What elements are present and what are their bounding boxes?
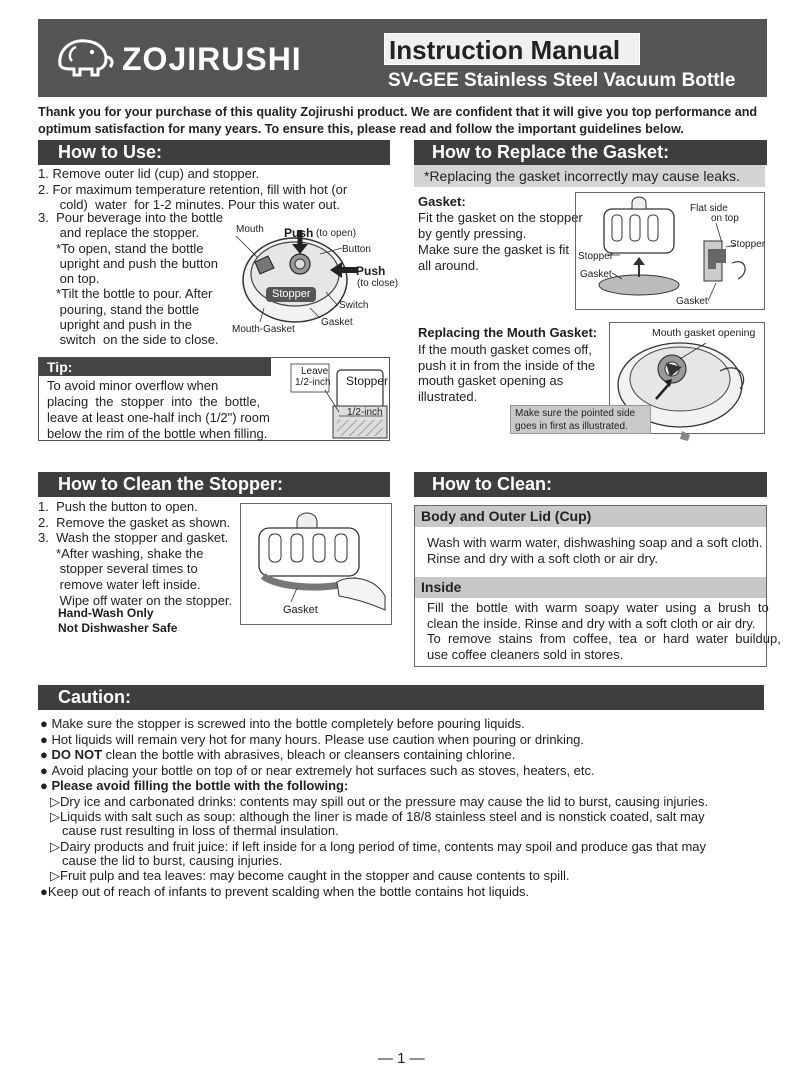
page-header — [38, 19, 767, 97]
caution-subitem — [40, 809, 768, 823]
caution-item — [40, 778, 768, 794]
gasket-line: Fit the gasket on the stopper — [418, 210, 583, 225]
label-leave: Leave — [301, 366, 329, 377]
bullet-icon: ● — [40, 747, 52, 762]
gasket-line: by gently pressing. — [418, 226, 527, 241]
mouth-line: push it in from the inside of the — [418, 357, 596, 373]
clean-step-line: 1. Push the button to open. — [38, 499, 198, 514]
label-stopper-left: Stopper — [578, 251, 614, 262]
tip-line: leave at least one-half inch (1/2") room — [47, 410, 270, 425]
body-lid-heading: Body and Outer Lid (Cup) — [415, 506, 766, 527]
step-line: upright and push the button — [38, 255, 218, 271]
step-line: *Tilt the bottle to pour. After — [38, 286, 213, 302]
tip-line: placing the stopper into the bottle, — [47, 394, 261, 409]
bullet-icon: ● — [40, 883, 48, 899]
step-line: pouring, stand the bottle — [38, 301, 200, 317]
tip-line: To avoid minor overflow when — [47, 378, 219, 393]
bullet-icon: ● — [40, 778, 52, 793]
mouth-line: mouth gasket opening as — [418, 373, 564, 388]
inside-line: To remove stains from coffee, tea or hard water buildup, — [427, 631, 781, 646]
caution-item — [40, 716, 768, 732]
pointed-note-line: Make sure the pointed side — [515, 408, 636, 419]
label-stopper-tip: Stopper — [346, 374, 389, 388]
intro-text — [38, 104, 768, 138]
label-push-close: Push — [356, 264, 386, 278]
how-to-use-steps — [38, 166, 418, 213]
step-line: on top. — [38, 271, 100, 287]
tip-box — [38, 357, 390, 441]
step-line: upright and push in the — [38, 317, 192, 333]
clean-step-line: *After washing, shake the — [38, 545, 204, 561]
gasket-warning-note: *Replacing the gasket incorrectly may cause leaks. — [414, 165, 765, 187]
gasket-line: Make sure the gasket is fit — [418, 242, 570, 257]
clean-step-line: 3. Wash the stopper and gasket. — [38, 530, 229, 546]
not-dishwasher-safe: Not Dishwasher Safe — [58, 621, 178, 635]
step-line: 2. For maximum temperature retention, fill with hot (or — [38, 181, 348, 197]
stopper-usage-diagram — [230, 222, 400, 342]
caution-item — [40, 763, 768, 779]
body-line: Wash with warm water, dishwashing soap and a soft cloth. — [427, 535, 763, 550]
gasket-fit-diagram — [575, 192, 765, 310]
clean-step-line: remove water left inside. — [38, 576, 201, 592]
bullet-icon: ● — [40, 716, 52, 731]
label-gasket-clean: Gasket — [283, 604, 318, 616]
clean-stopper-heading: How to Clean the Stopper: — [38, 472, 390, 497]
intro-line: Thank you for your purchase of this quality Zojirushi product. We are confident that it will give you top performance and — [38, 105, 758, 119]
how-to-clean-box — [414, 505, 781, 667]
how-to-use-heading: How to Use: — [38, 140, 390, 165]
clean-stopper-steps — [38, 499, 243, 608]
pointed-note-line: goes in first as illustrated. — [515, 421, 628, 432]
tip-text — [47, 378, 297, 442]
caution-text: Dairy products and fruit juice: if left inside for a long period of time, contents may spoil and produce gas that may — [60, 838, 707, 854]
label-flat-side: Flat side — [690, 203, 728, 214]
brand-name: ZOJIRUSHI — [122, 41, 302, 77]
gasket-instructions — [418, 210, 583, 274]
elephant-logo-icon — [52, 35, 118, 79]
step-line: cold) water for 1-2 minutes. Pour this water out. — [38, 197, 341, 212]
bullet-icon: ● — [40, 762, 52, 778]
caution-text: Make sure the stopper is screwed into the bottle completely before pouring liquids. — [51, 716, 525, 731]
label-half-inch-mark: 1/2-inch — [347, 407, 383, 418]
caution-list — [40, 716, 768, 899]
label-mouth-opening: Mouth gasket opening — [652, 327, 756, 339]
how-to-clean-heading: How to Clean: — [414, 472, 767, 497]
label-on-top: on top — [711, 213, 739, 224]
label-switch: Switch — [339, 300, 369, 311]
caution-text: Keep out of reach of infants to prevent scalding when the bottle contains hot liquids. — [47, 883, 530, 899]
tip-line: below the rim of the bottle when filling. — [47, 426, 268, 441]
inside-line: use coffee cleaners sold in stores. — [427, 646, 624, 662]
manual-title: Instruction Manual — [389, 35, 621, 65]
caution-subitem — [40, 839, 768, 853]
step-line: and replace the stopper. — [38, 225, 200, 241]
product-subtitle: SV-GEE Stainless Steel Vacuum Bottle — [388, 70, 736, 91]
mouth-line: illustrated. — [418, 388, 478, 404]
caution-subitem-cont: cause the lid to burst, causing injuries. — [62, 852, 283, 868]
body-line: Rinse and dry with a soft cloth or air dry. — [427, 550, 658, 566]
step-line: *To open, stand the bottle — [38, 240, 204, 256]
caution-item — [40, 884, 768, 900]
label-gasket: Gasket — [321, 317, 353, 328]
intro-line: optimum satisfaction for many years. To ensure this, please read and follow the important guidelines below. — [38, 122, 684, 136]
step-line: switch on the side to close. — [38, 332, 219, 348]
do-not-emphasis: DO NOT — [51, 747, 103, 762]
triangle-icon: ▷ — [50, 793, 60, 809]
pointed-side-note — [510, 405, 651, 434]
gasket-title: Gasket: — [418, 194, 466, 209]
caution-subitem-cont: cause rust resulting in loss of thermal insulation. — [62, 823, 339, 838]
mouth-gasket-instructions — [418, 342, 608, 404]
label-gasket-left: Gasket — [580, 269, 612, 280]
how-to-use-steps-cont — [38, 210, 228, 348]
label-stopper-right: Stopper — [730, 239, 766, 250]
tip-heading: Tip: — [39, 358, 271, 376]
inside-line: clean the inside. Rinse and dry with a soft cloth or air dry. — [427, 615, 756, 631]
gasket-line: all around. — [418, 258, 479, 273]
triangle-icon: ▷ — [50, 868, 60, 883]
label-stopper: Stopper — [272, 288, 311, 300]
clean-step-line: stopper several times to — [38, 561, 198, 577]
clean-step-line: Wipe off water on the stopper. — [38, 592, 233, 608]
body-lid-text — [427, 535, 763, 566]
inside-line: Fill the bottle with warm soapy water using a brush to — [427, 600, 769, 615]
title-box — [384, 33, 640, 65]
caution-text: Hot liquids will remain very hot for many hours. Please use caution when pouring or drinking. — [51, 731, 585, 747]
label-mouth-gasket: Mouth-Gasket — [232, 324, 295, 335]
bullet-icon: ● — [40, 731, 52, 747]
caution-text: Dry ice and carbonated drinks: contents may spill out or the pressure may cause the lid to burst, causing injuries. — [60, 793, 709, 809]
caution-subitem — [40, 868, 768, 884]
inside-text — [427, 600, 781, 662]
label-half-inch: 1/2-inch — [295, 377, 331, 388]
hand-wash-only: Hand-Wash Only — [58, 606, 154, 620]
caution-text: Avoid placing your bottle on top of or near extremely hot surfaces such as stoves, heaters, etc. — [51, 762, 595, 778]
label-push-close-note: (to close) — [357, 278, 399, 289]
triangle-icon: ▷ — [50, 809, 60, 824]
page-number: ― 1 ― — [378, 1050, 425, 1067]
mouth-gasket-title: Replacing the Mouth Gasket: — [418, 325, 598, 340]
caution-text: Please avoid filling the bottle with the following: — [51, 778, 349, 793]
caution-item — [40, 732, 768, 748]
caution-subitem — [40, 794, 768, 810]
mouth-line: If the mouth gasket comes off, — [418, 342, 592, 357]
caution-item — [40, 747, 768, 763]
clean-step-line: 2. Remove the gasket as shown. — [38, 514, 231, 530]
label-gasket-bottom: Gasket — [676, 296, 708, 307]
step-line: 3. Pour beverage into the bottle — [38, 210, 224, 225]
label-push-open: Push — [284, 226, 314, 240]
triangle-icon: ▷ — [50, 838, 60, 854]
caution-heading: Caution: — [38, 685, 764, 710]
caution-text: Liquids with salt such as soup: although the liner is made of 18/8 stainless steel and is nonstick coated, salt may — [60, 809, 705, 824]
caution-text: Fruit pulp and tea leaves: may become caught in the stopper and cause contents to spill. — [60, 868, 570, 883]
step-line: 1. Remove outer lid (cup) and stopper. — [38, 166, 260, 181]
replace-gasket-heading: How to Replace the Gasket: — [414, 140, 767, 165]
brand-logo — [52, 33, 312, 83]
label-push-open-note: (to open) — [316, 228, 357, 239]
inside-heading: Inside — [415, 577, 766, 598]
label-mouth: Mouth — [236, 224, 264, 235]
caution-text: clean the bottle with abrasives, bleach or cleansers containing chlorine. — [102, 747, 516, 762]
clean-stopper-diagram — [240, 503, 392, 625]
label-button: Button — [342, 244, 371, 255]
